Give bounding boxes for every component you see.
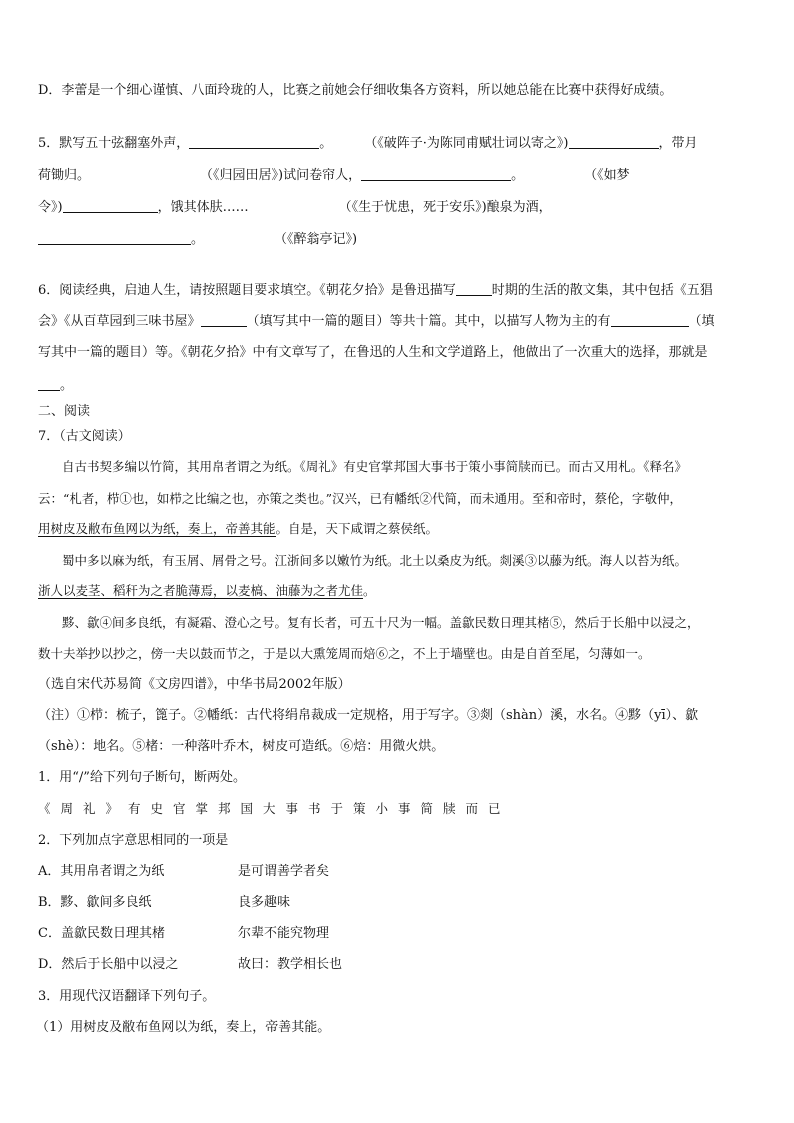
passage-p2-line2: [38, 582, 376, 600]
q5-text: ，饿其体肤……: [157, 200, 249, 215]
notes-line-2: （shè）：地名。⑤楮：一种落叶乔木，树皮可造纸。⑥焙：用微火烘。: [38, 739, 445, 754]
q5-text: ，带月: [658, 136, 698, 151]
q4-option-d: D．李蕾是一个细心谨慎、八面玲珑的人，比赛之前她会仔细收集各方资料，所以她总能在比赛中获得好成绩。: [38, 83, 673, 98]
subquestion-3-1: （1）用树皮及敝布鱼网以为纸，奏上，帝善其能。: [36, 1020, 331, 1035]
option-d[interactable]: [38, 956, 343, 974]
q5-line-2: [38, 166, 630, 185]
option-c[interactable]: [38, 925, 330, 943]
option-right: 良多趣味: [238, 895, 291, 910]
subquestion-3: 3．用现代汉语翻译下列句子。: [38, 989, 216, 1004]
passage-p1-line2: 云：“札者，栉①也，如栉之比编之也，亦策之类也。”汉兴，已有幡纸②代简，而未通用。至和帝时，蔡伦，字敬仲，: [38, 491, 683, 506]
answer-blank[interactable]: [63, 198, 158, 213]
q6-line-3: 写其中一篇的题目）等。《朝花夕拾》中有文章写了，在鲁迅的人生和文学道路上，他做出了一次重大的选择，那就是: [38, 345, 708, 360]
option-left: B．黟、歙间多良纸: [38, 895, 152, 910]
passage-text: 。自是，天下咸谓之蔡侯纸。: [275, 521, 439, 536]
notes-line-1: （注）①栉：梳子，篦子。②幡纸：古代将绢帛裁成一定规格，用于写字。③剡（shàn）溪，水名。④黟（yī）、歙: [38, 708, 699, 723]
option-left: A．其用帛者谓之为纸: [38, 864, 165, 879]
answer-blank[interactable]: [361, 166, 511, 181]
q7-title: 7．（古文阅读）: [38, 429, 131, 444]
passage-p2-line1: 蜀中多以麻为纸，有玉屑、屑骨之号。江浙间多以嫩竹为纸。北土以桑皮为纸。剡溪③以藤为纸。海人以苔为纸。: [62, 553, 688, 568]
q6-line-4: [38, 376, 73, 395]
passage-p3-line2: 数十夫举抄以抄之，傍一夫以鼓而节之，于是以大熏笼周而焙⑥之，不上于墙壁也。由是自首至尾，匀薄如一。: [38, 646, 651, 661]
passage-p1-line3: [38, 520, 438, 538]
option-a[interactable]: [38, 863, 330, 881]
q5-line-3: [38, 198, 552, 217]
option-right: 是可谓善学者矣: [238, 864, 330, 879]
q5-text: 5．默写五十弦翻塞外声，: [38, 136, 190, 151]
q6-line-1: [38, 281, 713, 300]
q5-text: 。: [511, 168, 525, 183]
q5-source: （《归园田居》)试问卷帘人，: [200, 168, 362, 183]
q6-text: 时期的生活的散文集，其中包括《五猖: [491, 283, 713, 298]
option-right: 故曰：教学相长也: [238, 957, 343, 972]
passage-p1-line1: 自古书契多编以竹简，其用帛者谓之为纸。《周礼》有史官掌邦国大事书于策小事简牍而已。而古又用札。《释名》: [62, 459, 688, 474]
answer-blank[interactable]: [611, 312, 689, 327]
q6-text: （填写其中一篇的题目）等共十篇。其中，以描写人物为主的有: [246, 314, 611, 329]
q5-text: 。: [191, 232, 205, 247]
option-b[interactable]: [38, 894, 291, 912]
answer-blank[interactable]: [201, 312, 247, 327]
passage-p3-line1: 黟、歙④间多良纸，有凝霜、澄心之号。复有长者，可五十尺为一幅。盖歙民数日理其楮⑤，然后于长船中以浸之，: [62, 615, 700, 630]
option-left: C．盖歙民数日理其楮: [38, 926, 165, 941]
answer-blank[interactable]: [189, 134, 319, 149]
answer-blank[interactable]: [38, 230, 191, 245]
q6-text: 。: [60, 378, 74, 393]
q5-source: （《醉翁亭记》): [274, 232, 358, 247]
sentence-to-punctuate: 《周礼》有史官掌邦国大事书于策小事简牍而已: [38, 801, 511, 816]
q5-text: 。: [319, 136, 333, 151]
q6-text: 会》《从百草园到三味书屋》: [38, 314, 201, 329]
subquestion-1: 1．用“/”给下列句子断句，断两处。: [38, 770, 246, 785]
answer-blank[interactable]: [456, 281, 492, 296]
section-heading: 二、阅读: [38, 404, 91, 419]
q5-source: （《生于忧患，死于安乐》)酿泉为酒，: [338, 200, 552, 215]
q5-line-1: [38, 134, 698, 153]
q5-line-4: [38, 230, 357, 249]
q6-line-2: [38, 312, 715, 331]
q5-source: （《如梦: [584, 168, 630, 183]
underlined-sentence: 浙人以麦茎、稻秆为之者脆薄焉，以麦槁、油藤为之者尤佳: [38, 583, 364, 598]
option-left: D．然后于长船中以浸之: [38, 957, 179, 972]
answer-blank[interactable]: [38, 376, 60, 391]
option-right: 尔辈不能究物理: [238, 926, 330, 941]
subquestion-2: 2．下列加点字意思相同的一项是: [38, 833, 229, 848]
q6-text: （填: [688, 314, 715, 329]
q5-source: （《破阵子·为陈同甫赋壮词以寄之》): [364, 136, 569, 151]
passage-source: （选自宋代苏易简《文房四谱》，中华书局2002年版）: [38, 677, 351, 692]
passage-text: 。: [363, 583, 376, 598]
underlined-sentence: 用树皮及敝布鱼网以为纸，奏上，帝善其能: [38, 521, 276, 536]
q5-text: 荷锄归。: [38, 168, 91, 183]
q6-text: 6．阅读经典，启迪人生，请按照题目要求填空。《朝花夕拾》是鲁迅描写: [38, 283, 456, 298]
q5-source: 令》): [38, 200, 63, 215]
answer-blank[interactable]: [569, 134, 659, 149]
